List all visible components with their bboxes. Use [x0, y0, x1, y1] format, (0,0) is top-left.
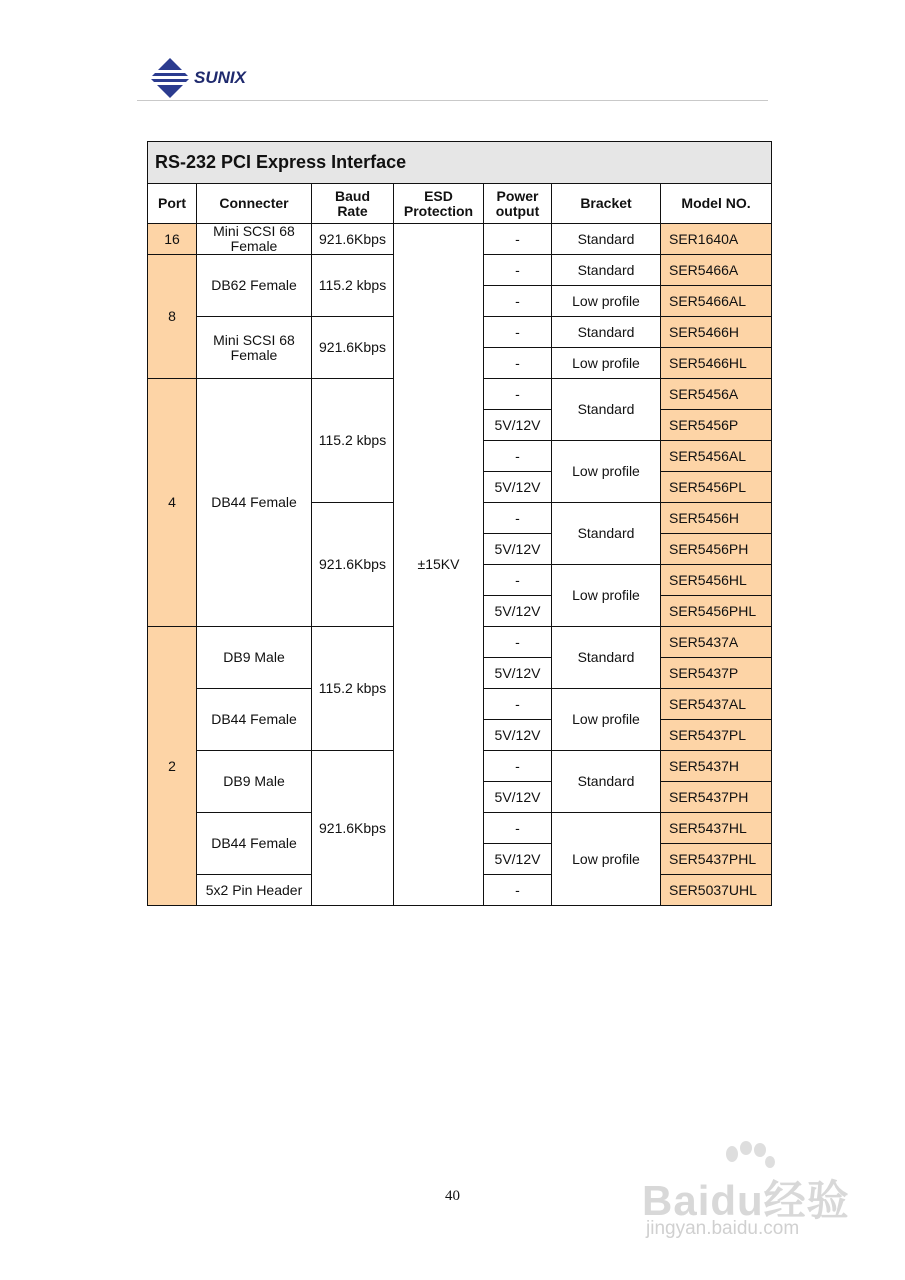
- model-cell: SER5437PH: [661, 782, 772, 813]
- baud-cell: 921.6Kbps: [312, 317, 394, 379]
- model-cell: SER5037UHL: [661, 875, 772, 906]
- baud-header-line2: Rate: [337, 202, 368, 219]
- connecter-cell: DB9 Male: [197, 751, 312, 813]
- power-cell: 5V/12V: [484, 596, 552, 627]
- power-cell: -: [484, 751, 552, 782]
- watermark-brand: Baidu经验: [642, 1177, 850, 1224]
- model-cell: SER5456H: [661, 503, 772, 534]
- model-cell: SER5466AL: [661, 286, 772, 317]
- baud-cell: 921.6Kbps: [312, 751, 394, 906]
- baud-cell: 921.6Kbps: [312, 503, 394, 627]
- connecter-cell: [197, 224, 312, 255]
- model-cell: SER5437AL: [661, 689, 772, 720]
- model-cell: SER5456AL: [661, 441, 772, 472]
- col-header-connecter: Connecter: [197, 184, 312, 224]
- power-header-line2: output: [495, 202, 540, 219]
- esd-header-line1: ESD: [424, 187, 453, 204]
- power-cell: 5V/12V: [484, 658, 552, 689]
- watermark: [640, 1140, 855, 1255]
- baud-cell: 115.2 kbps: [312, 627, 394, 751]
- model-cell: SER5456PL: [661, 472, 772, 503]
- power-cell: 5V/12V: [484, 720, 552, 751]
- bracket-cell: Standard: [552, 503, 661, 565]
- esd-header-line2: Protection: [403, 202, 474, 219]
- page-number: 40: [445, 1188, 460, 1204]
- power-cell: -: [484, 224, 552, 255]
- power-cell: 5V/12V: [484, 782, 552, 813]
- power-cell: 5V/12V: [484, 410, 552, 441]
- page-header: [148, 56, 768, 102]
- model-cell: SER1640A: [661, 224, 772, 255]
- connecter-cell: DB44 Female: [197, 379, 312, 627]
- baud-cell: 115.2 kbps: [312, 255, 394, 317]
- bracket-cell: Low profile: [552, 348, 661, 379]
- model-cell: SER5466A: [661, 255, 772, 286]
- connecter-cell: 5x2 Pin Header: [197, 875, 312, 906]
- model-cell: SER5437A: [661, 627, 772, 658]
- power-cell: -: [484, 379, 552, 410]
- esd-cell: ±15KV: [394, 224, 484, 906]
- table-title-row: [148, 142, 772, 184]
- bracket-cell: Low profile: [552, 441, 661, 503]
- connecter-cell: DB44 Female: [197, 813, 312, 875]
- connecter-line1: Mini SCSI 68: [213, 223, 295, 239]
- bracket-cell: Standard: [552, 627, 661, 689]
- bracket-cell: Low profile: [552, 689, 661, 751]
- table-title: RS-232 PCI Express Interface: [148, 142, 772, 184]
- port-cell: 16: [148, 224, 197, 255]
- bracket-cell: Low profile: [552, 813, 661, 906]
- bracket-cell: Standard: [552, 255, 661, 286]
- power-cell: -: [484, 255, 552, 286]
- port-cell: 2: [148, 627, 197, 906]
- model-cell: SER5466HL: [661, 348, 772, 379]
- model-cell: SER5437PL: [661, 720, 772, 751]
- model-cell: SER5437PHL: [661, 844, 772, 875]
- bracket-cell: Standard: [552, 751, 661, 813]
- baud-cell: 921.6Kbps: [312, 224, 394, 255]
- connecter-cell: [197, 317, 312, 379]
- col-header-port: Port: [148, 184, 197, 224]
- baud-header-line1: Baud: [335, 187, 370, 204]
- connecter-line2: Female: [230, 346, 278, 363]
- model-cell: SER5466H: [661, 317, 772, 348]
- port-cell: 8: [148, 255, 197, 379]
- power-header-line1: Power: [496, 187, 539, 204]
- power-cell: 5V/12V: [484, 534, 552, 565]
- port-cell: 4: [148, 379, 197, 627]
- bracket-cell: Standard: [552, 379, 661, 441]
- model-cell: SER5437P: [661, 658, 772, 689]
- connecter-line1: Mini SCSI 68: [213, 331, 295, 348]
- col-header-esd: [394, 184, 484, 224]
- model-cell: SER5456PHL: [661, 596, 772, 627]
- sunix-logo-icon: [148, 56, 192, 100]
- model-cell: SER5456P: [661, 410, 772, 441]
- bracket-cell: Standard: [552, 317, 661, 348]
- col-header-bracket: Bracket: [552, 184, 661, 224]
- power-cell: -: [484, 689, 552, 720]
- model-cell: SER5456PH: [661, 534, 772, 565]
- power-cell: -: [484, 875, 552, 906]
- bracket-cell: Low profile: [552, 286, 661, 317]
- bracket-cell: Standard: [552, 224, 661, 255]
- header-divider: [137, 100, 768, 101]
- power-cell: -: [484, 348, 552, 379]
- power-cell: -: [484, 317, 552, 348]
- power-cell: -: [484, 441, 552, 472]
- model-cell: SER5437H: [661, 751, 772, 782]
- power-cell: -: [484, 627, 552, 658]
- model-cell: SER5456A: [661, 379, 772, 410]
- model-cell: SER5437HL: [661, 813, 772, 844]
- connecter-line2: Female: [230, 238, 278, 254]
- baud-cell: 115.2 kbps: [312, 379, 394, 503]
- watermark-url: jingyan.baidu.com: [646, 1218, 800, 1239]
- connecter-cell: DB62 Female: [197, 255, 312, 317]
- col-header-power: [484, 184, 552, 224]
- table-header-row: [148, 184, 772, 224]
- power-cell: 5V/12V: [484, 472, 552, 503]
- col-header-model: Model NO.: [661, 184, 772, 224]
- power-cell: -: [484, 503, 552, 534]
- col-header-baud-rate: [312, 184, 394, 224]
- bracket-cell: Low profile: [552, 565, 661, 627]
- model-cell: SER5456HL: [661, 565, 772, 596]
- spec-table: [147, 141, 772, 906]
- power-cell: -: [484, 565, 552, 596]
- logo-text: SUNIX: [194, 68, 246, 87]
- table-row: [148, 224, 772, 255]
- connecter-cell: DB44 Female: [197, 689, 312, 751]
- power-cell: -: [484, 286, 552, 317]
- power-cell: -: [484, 813, 552, 844]
- power-cell: 5V/12V: [484, 844, 552, 875]
- connecter-cell: DB9 Male: [197, 627, 312, 689]
